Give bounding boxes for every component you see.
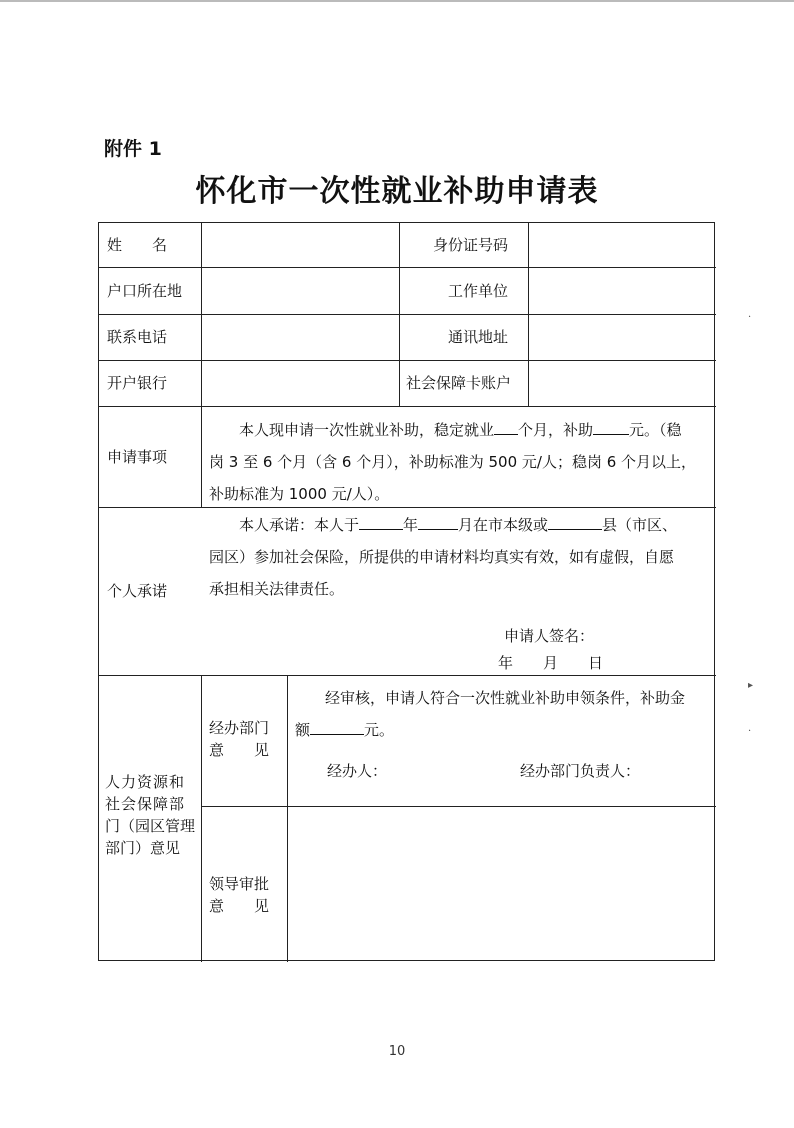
application-text	[209, 414, 709, 510]
application-text-line3: 补助标准为 1000 元/人）。	[209, 485, 390, 503]
handler-label: 经办人：	[327, 762, 388, 780]
applicant-signature-label: 申请人签名：	[504, 627, 595, 645]
hr-label-line1: 人力资源和	[105, 773, 186, 791]
review-amount-blank[interactable]	[310, 717, 364, 735]
work-unit-label: 工作单位	[448, 282, 509, 300]
hr-department-label	[105, 771, 195, 859]
bank-field[interactable]	[202, 361, 398, 405]
handling-label-line1: 经办部门	[209, 719, 270, 737]
pledge-date-label: 年 月 日	[498, 654, 604, 672]
phone-label: 联系电话	[107, 328, 168, 346]
scan-speck: ·	[748, 312, 752, 323]
work-unit-field[interactable]	[529, 268, 715, 313]
application-text-line2: 岗 3 至 6 个月（含 6 个月），补助标准为 500 元/人；稳岗 6 个月以上，	[209, 453, 697, 471]
name-field[interactable]	[202, 224, 398, 266]
pledge-text-line2: 园区）参加社会保险，所提供的申请材料均真实有效，如有虚假，自愿	[209, 548, 675, 566]
bank-label: 开户银行	[107, 374, 168, 392]
pledge-text-part2: 年	[403, 516, 419, 534]
pledge-text-line3: 承担相关法律责任。	[209, 580, 345, 598]
application-text-part3: 元。（稳	[629, 421, 682, 439]
leader-label-line1: 领导审批	[209, 875, 270, 893]
pledge-text-part1: 本人承诺：本人于	[239, 516, 360, 534]
hukou-label: 户口所在地	[107, 282, 183, 300]
name-label: 姓 名	[107, 236, 168, 254]
review-amount-suffix: 元。	[364, 721, 395, 739]
application-form-table	[98, 222, 715, 961]
hr-label-line3: 门（园区管理	[105, 817, 196, 835]
review-opinion-text	[295, 682, 711, 746]
leader-label-line2: 意 见	[209, 897, 270, 915]
pledge-text-part4: 县（市区、	[602, 516, 678, 534]
id-number-field[interactable]	[529, 224, 715, 266]
pledge-text-part3: 月在市本级或	[458, 516, 549, 534]
address-label: 通讯地址	[448, 328, 509, 346]
handling-label-line2: 意 见	[209, 741, 270, 759]
social-security-card-label: 社会保障卡账户	[406, 374, 512, 392]
scan-top-edge	[0, 0, 794, 2]
hr-label-line2: 社会保障部	[105, 795, 186, 813]
page-number: 10	[388, 1044, 406, 1059]
application-text-part1: 本人现申请一次性就业补助，稳定就业	[239, 421, 495, 439]
scan-speck: ▸	[748, 680, 754, 691]
review-amount-prefix: 额	[295, 721, 311, 739]
handling-department-label	[209, 717, 269, 761]
scan-speck: ·	[748, 726, 752, 737]
month-blank[interactable]	[418, 512, 458, 530]
dept-head-label: 经办部门负责人：	[520, 762, 641, 780]
leader-approval-label	[209, 873, 269, 917]
leader-approval-field[interactable]	[288, 807, 715, 961]
county-blank[interactable]	[548, 512, 602, 530]
pledge-label: 个人承诺	[107, 582, 168, 600]
review-line1: 经审核，申请人符合一次性就业补助申领条件，补助金	[325, 689, 686, 707]
months-blank[interactable]	[494, 417, 518, 435]
attachment-label: 附件 1	[104, 138, 162, 160]
amount-blank[interactable]	[593, 417, 629, 435]
form-title: 怀化市一次性就业补助申请表	[195, 174, 599, 209]
year-blank[interactable]	[359, 512, 403, 530]
id-number-label: 身份证号码	[433, 236, 509, 254]
social-security-card-field[interactable]	[529, 361, 715, 405]
address-field[interactable]	[529, 315, 715, 359]
application-text-part2: 个月，补助	[518, 421, 594, 439]
pledge-text	[209, 509, 709, 605]
hr-label-line4: 部门）意见	[105, 839, 181, 857]
phone-field[interactable]	[202, 315, 398, 359]
hukou-field[interactable]	[202, 268, 398, 313]
application-label: 申请事项	[107, 448, 168, 466]
